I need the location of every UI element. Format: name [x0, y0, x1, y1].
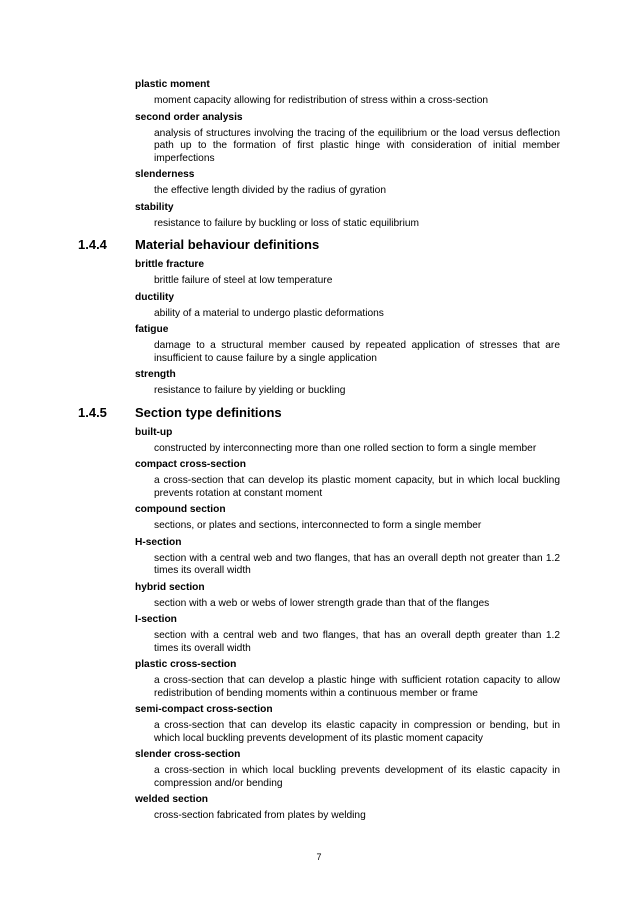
definition-term: built-up	[135, 426, 173, 438]
definition-text: cross-section fabricated from plates by welding	[154, 810, 366, 821]
definition-text: section with a central web and two flanges, that has an overall depth not greater than 1.2 times its overall width	[154, 552, 560, 576]
definition-term: plastic cross-section	[135, 659, 237, 670]
page-number: 7	[316, 852, 322, 862]
definition-text: ability of a material to undergo plastic deformations	[154, 307, 384, 319]
definition-term: brittle fracture	[135, 259, 205, 270]
definition-text: a cross-section that can develop its elastic capacity in compression or bending, but in which local buckling prevents development of its plastic moment capacity	[154, 720, 560, 744]
definition-term: hybrid section	[135, 581, 205, 593]
definition-text: analysis of structures involving the tracing of the equilibrium or the load versus deflection path up to the formation of first plastic hinge with consideration of initial member imperfections	[154, 127, 560, 164]
definition-text: resistance to failure by yielding or buckling	[154, 385, 346, 396]
definition-term: stability	[135, 201, 174, 213]
section-heading	[0, 405, 638, 421]
definition-term: semi-compact cross-section	[135, 704, 273, 715]
definition-text: constructed by interconnecting more than one rolled section to form a single member	[154, 442, 537, 454]
definition-term: slender cross-section	[135, 749, 241, 760]
section-title: Section type definitions	[135, 404, 282, 420]
definition-text: sections, or plates and sections, interconnected to form a single member	[154, 520, 482, 531]
definition-term: I-section	[135, 614, 177, 625]
section-heading	[0, 237, 638, 253]
definition-text: a cross-section that can develop a plastic hinge with sufficient rotation capacity to allow redistribution of bending moments within a continuous member or frame	[154, 675, 560, 699]
definition-text: damage to a structural member caused by repeated application of stresses that are insufficient to cause failure by a single application	[154, 340, 560, 364]
definition-term: ductility	[135, 291, 175, 303]
definition-text: moment capacity allowing for redistribution of stress within a cross-section	[154, 95, 489, 106]
definition-term: compact cross-section	[135, 459, 246, 470]
definition-text: a cross-section that can develop its plastic moment capacity, but in which local buckling prevents rotation at constant moment	[154, 475, 560, 499]
definition-term: plastic moment	[135, 79, 210, 90]
definition-text: resistance to failure by buckling or loss of static equilibrium	[154, 217, 419, 229]
definition-term: fatigue	[135, 324, 169, 335]
definition-term: slenderness	[135, 169, 195, 180]
definition-term: strength	[135, 369, 176, 380]
section-number: 1.4.5	[78, 404, 107, 420]
definition-text: section with a web or webs of lower strength grade than that of the flanges	[154, 597, 490, 609]
definition-text: a cross-section in which local buckling prevents development of its elastic capacity in compression and/or bending	[154, 765, 560, 789]
definition-term: second order analysis	[135, 111, 243, 123]
section-title: Material behaviour definitions	[135, 237, 320, 252]
definition-text: section with a central web and two flanges, that has an overall depth greater than 1.2 times its overall width	[154, 630, 560, 654]
section-number: 1.4.4	[78, 237, 107, 252]
definition-term: H-section	[135, 536, 182, 548]
definition-term: compound section	[135, 504, 226, 515]
definitions-content	[0, 76, 638, 826]
definition-text: the effective length divided by the radius of gyration	[154, 185, 387, 196]
definition-text: brittle failure of steel at low temperature	[154, 275, 333, 286]
definition-term: welded section	[135, 794, 209, 805]
